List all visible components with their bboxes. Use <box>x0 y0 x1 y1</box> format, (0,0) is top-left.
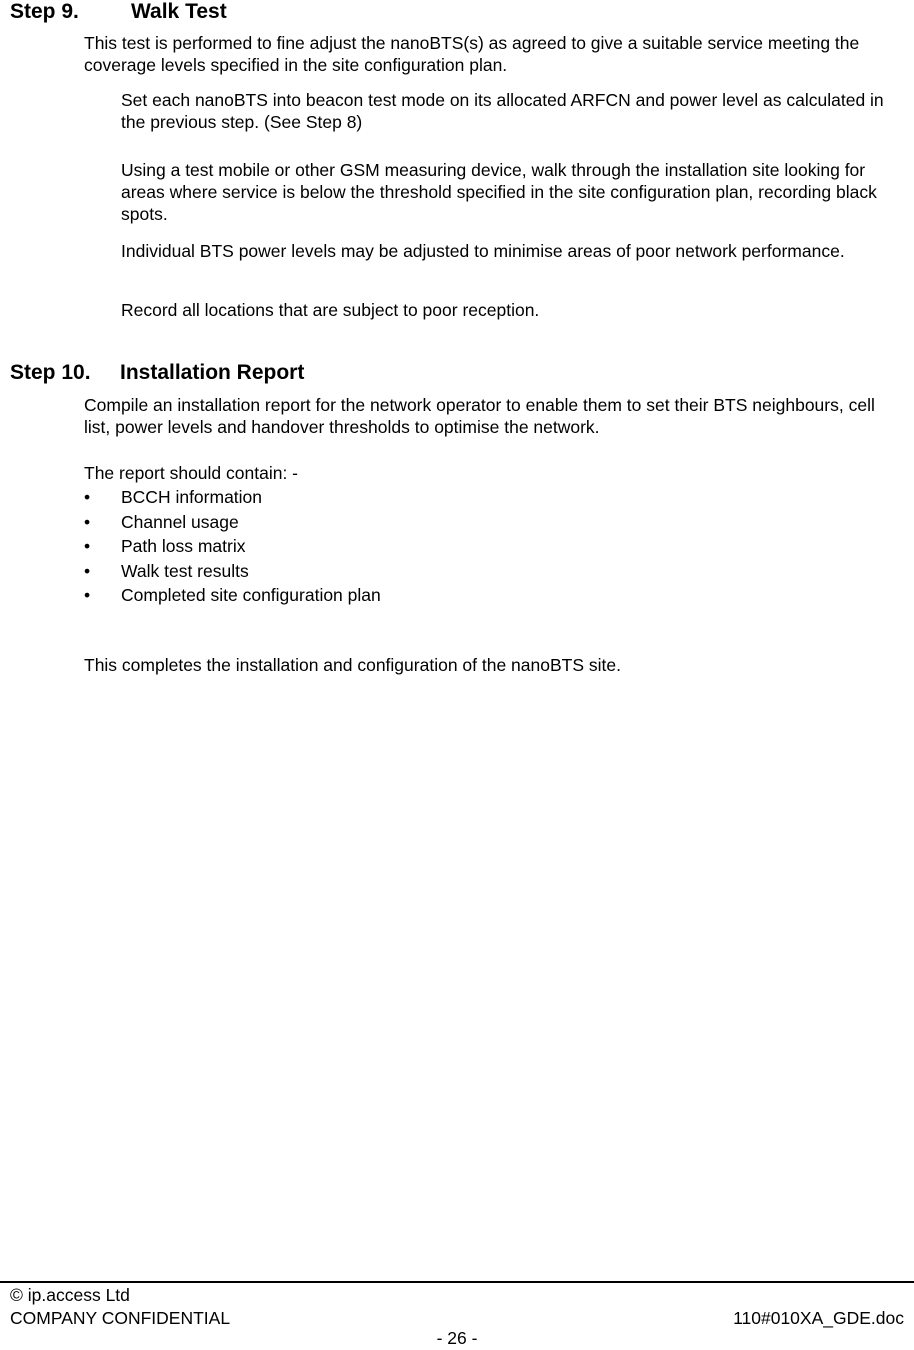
bullet-icon: • <box>84 487 91 507</box>
list-item-text: Completed site configuration plan <box>121 585 381 605</box>
bullet-icon: • <box>84 511 91 532</box>
list-item-text: Path loss matrix <box>121 536 246 556</box>
step-10-title: Installation Report <box>120 361 305 384</box>
bullet-icon: • <box>84 560 91 581</box>
footer-copyright: © ip.access Ltd <box>10 1285 130 1305</box>
closing-statement: This completes the installation and configuration of the nanoBTS site. <box>84 655 621 675</box>
step-9-intro: This test is performed to fine adjust the nanoBTS(s) as agreed to give a suitable service meeting the coverage levels specified in the site configuration plan. <box>84 33 860 75</box>
step-9-number: Step 9. <box>10 0 79 23</box>
footer-confidential: COMPANY CONFIDENTIAL <box>10 1308 231 1328</box>
step-9-heading <box>10 0 227 24</box>
step-9-paragraph-3: Individual BTS power levels may be adjusted to minimise areas of poor network performance. <box>121 241 845 261</box>
step-9-paragraph-4: Record all locations that are subject to poor reception. <box>121 300 540 320</box>
page-number: - 26 - <box>436 1328 478 1348</box>
report-contents-label: The report should contain: - <box>84 463 299 483</box>
bullet-icon: • <box>84 585 91 605</box>
bullet-icon: • <box>84 536 91 556</box>
footer-document-id: 110#010XA_GDE.doc <box>733 1308 904 1328</box>
list-item-text: Walk test results <box>121 560 249 581</box>
list-item-text: Channel usage <box>121 511 239 532</box>
step-9-title: Walk Test <box>131 0 227 23</box>
step-9-paragraph-2: Using a test mobile or other GSM measuring device, walk through the installation site looking for areas where service is below the threshold specified in the site configuration plan, recording black spots. <box>121 160 877 224</box>
list-item-text: BCCH information <box>121 487 263 507</box>
step-10-number: Step 10. <box>10 361 91 384</box>
step-10-heading <box>10 361 305 385</box>
step-10-intro: Compile an installation report for the network operator to enable them to set their BTS neighbours, cell list, power levels and handover thresholds to optimise the network. <box>84 395 875 437</box>
step-9-paragraph-1: Set each nanoBTS into beacon test mode on its allocated ARFCN and power level as calculated in the previous step. (See Step 8) <box>121 90 884 132</box>
footer-divider <box>0 1281 914 1283</box>
